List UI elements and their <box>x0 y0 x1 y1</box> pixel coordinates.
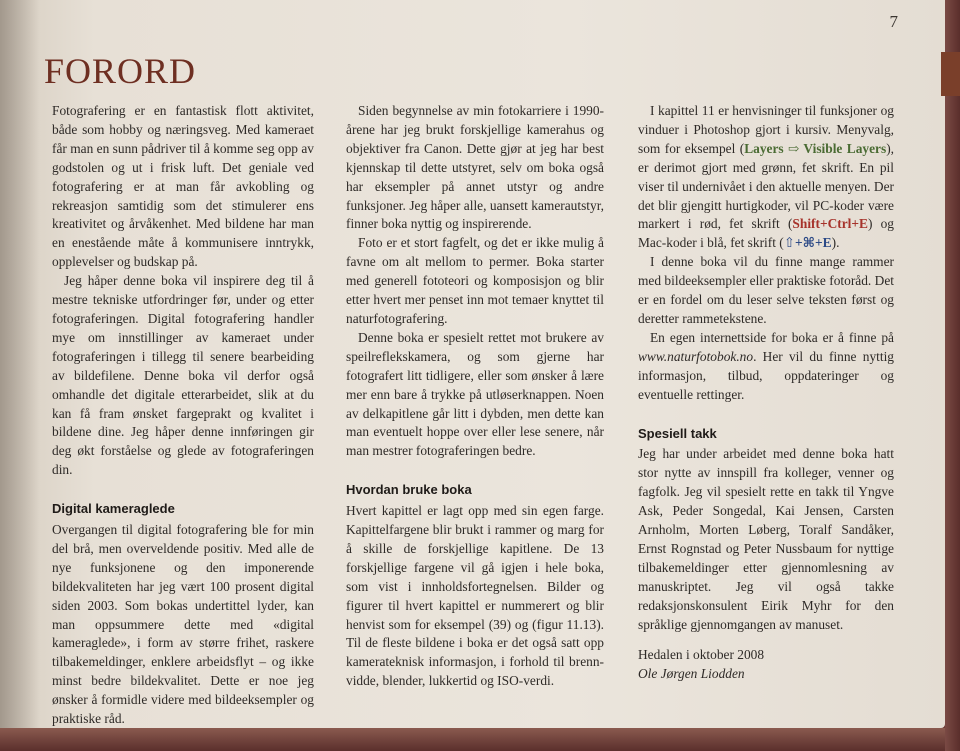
spine-shadow <box>0 0 40 728</box>
paragraph: Foto er et stort fagfelt, og det er ikke mulig å favne om alt mellom to permer. Boka starter med generell fototeori og komposisjon og blir etter hvert mer penset inn mot temaer knyttet til naturfotografering. <box>346 235 604 326</box>
chapter-tab-marker <box>941 52 960 96</box>
text-span: En egen internettside for boka er å finne på <box>650 329 894 345</box>
section-heading-hvordan: Hvordan bruke boka <box>346 482 472 498</box>
paragraph: Siden begynnelse av min fotokarriere i 1990-årene har jeg brukt forskjellige kamerahus og objektiver fra Canon. Dette gjør at jeg har best kjennskap til dette utstyret, selv om boka også har eksempler på annet utstyr og andre funksjoner. Jeg håper alle, uansett kamerautstyr, finner boka nyttig og inspirerende. <box>346 103 604 232</box>
paragraph: I denne boka vil du finne mange rammer med bildeeksempler eller praktiske fotoråd. Det er en fordel om du leser selve teksten først og deretter rammetekstene. <box>638 254 894 326</box>
place-date: Hedalen i oktober 2008 <box>638 647 765 663</box>
paragraph <box>638 329 894 405</box>
text-span: ), er derimot gjort med grønn, fet skrift. En pil viser til undernivået i den aktuelle menyen. Der det blir gjengitt hurtigkoder, vil PC-koder være markert i rød, fet skrift ( <box>638 140 894 232</box>
text-span: ). <box>831 235 840 251</box>
paragraph: Hvert kapittel er lagt opp med sin egen farge. Kapittelfargene blir brukt i rammer og marg for å skille de forskjellige kapitlene. De 13 forskjellige fargene vil gå igjen i hele boka, som vist i innholdsfortegnelsen. Bilder og figurer til hvert kapittel er nummerert og blir henvist som for eksempel (39) og (figur 11.13). Til de fleste bildene i boka er det også satt opp kamerateknisk informasjon, i forhold til brenn-vidde, blender, lukkertid og ISO-verdi. <box>346 503 604 689</box>
section-heading-takk: Spesiell takk <box>638 425 717 441</box>
text-span: I kapittel 11 er henvisninger til funksjoner og vinduer i Photoshop gjort i kursiv. Menyvalg, som for eksempel ( <box>638 103 894 156</box>
menu-example: Layers ⇨ Visible Layers <box>744 140 887 156</box>
author-signature: Ole Jørgen Liodden <box>638 666 745 682</box>
text-span: ) og Mac-koder i blå, fet skrift ( <box>638 216 895 251</box>
paragraph: Jeg har under arbeidet med denne boka hatt stor nytte av innspill fra kolleger, venner og fagfolk. Jeg vil spesielt rette en takk til Yngve Ask, Peder Songedal, Kai Jensen, Carsten Arnholm, Morten Løberg, Toralf Sandåker, Ernst Rognstad og Peter Nussbaum for nyttige tilbakemeldinger etter gjennomlesning av manuskriptet. Jeg vil også takke redaksjonskonsulent Eirik Myhr for den språklige gjennomgangen av manuset. <box>638 446 894 632</box>
page-number: 7 <box>889 12 898 31</box>
pc-shortcut: Shift+Ctrl+E <box>792 216 868 232</box>
page-title: FORORD <box>44 51 197 91</box>
paragraph: Jeg håper denne boka vil inspirere deg til å mestre tekniske utfordringer før, under og etter fotograferingen. Digital fotografering handler mye om innstillinger av kameraet under fotograferingen i tillegg til senere bearbeiding av bildefilene. Denne boka vil derfor også omhandle det digitale etterarbeidet, slik at du kan få fram ønsket fargeprakt og kvalitet i bildene dine. Jeg håper denne innføringen gir deg økt forståelse og glede av fotograferingen din. <box>52 273 314 478</box>
page-edge <box>0 728 945 751</box>
text-column-3 <box>638 102 894 684</box>
paragraph: Fotografering er en fantastisk flott aktivitet, både som hobby og næringsveg. Med kameraet får man en sunn pådriver til å komme seg opp av godstolen og ut i frisk luft. Det geniale ved fotografering er at man får avkobling og rekreasjon samtidig som det stimulerer ens kreativitet og årvåkenhet. Med bildene har man en enestående måte å kommunisere inntrykk, opplevelser og budskap på. <box>52 103 314 270</box>
website-link: www.naturfotobok.no <box>638 348 754 364</box>
text-span: . Her vil du finne nyttig informasjon, tilbud, oppdateringer og eventuelle rettinger. <box>638 348 894 402</box>
book-cover-edge <box>945 0 960 751</box>
mac-shortcut: ⇧+⌘+E <box>783 235 832 251</box>
text-column-2 <box>346 102 604 691</box>
text-column-1 <box>52 102 314 729</box>
section-heading-digital: Digital kameraglede <box>52 501 175 517</box>
paragraph <box>638 102 894 253</box>
spacer <box>638 634 894 646</box>
paragraph: Denne boka er spesielt rettet mot brukere av speilreflekskamera, og som gjerne har fotografert litt tidligere, eller som ønsker å lære mer enn bare å trykke på utløserknappen. Noen av delkapitlene går litt i dybden, men dette kan man eventuelt hoppe over eller lese senere, når man mestrer fotograferingen bedre. <box>346 329 604 459</box>
paragraph: Overgangen til digital fotografering ble for min del brå, men overveldende positiv. Med alle de nye funksjonene og den imponerende bildekvaliteten har jeg vært 100 prosent digital siden 2003. Som bokas undertittel lyder, kan man oppsummere dette med «digital kameraglede», i form av større frihet, raskere tilbakemeldinger, enklere arbeidsflyt – og ikke minst bedre bildekvalitet. Dette er noe jeg ønsker å formidle videre med bildeeksempler og praktiske råd. <box>52 522 314 727</box>
